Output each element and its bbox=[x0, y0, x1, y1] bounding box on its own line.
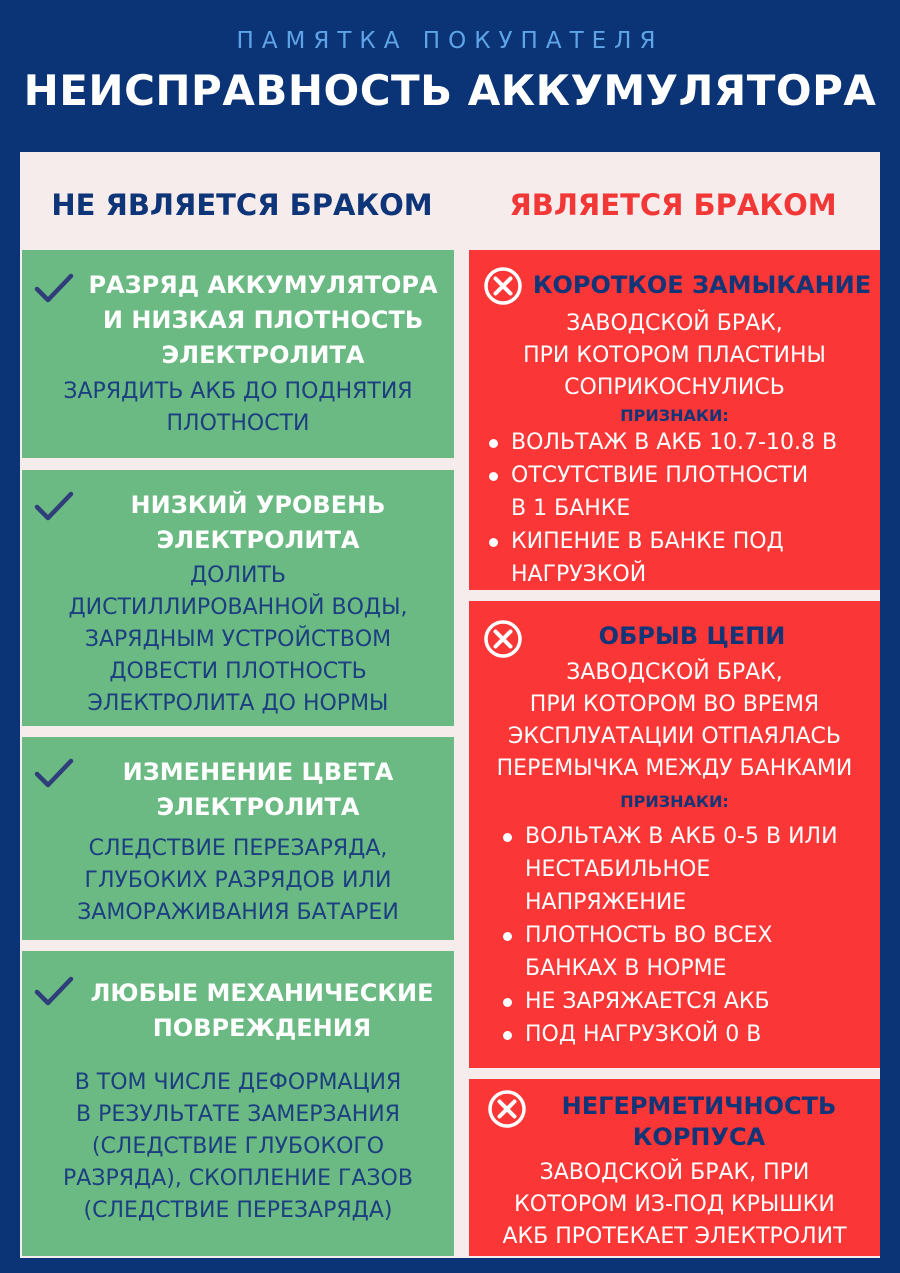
title-line: НЕГЕРМЕТИЧНОСТЬ bbox=[561, 1092, 837, 1120]
list-item: ОТСУТСТВИЕ ПЛОТНОСТИ В 1 БАНКЕ bbox=[487, 459, 872, 525]
text-line: ЗАРЯДНЫМ УСТРОЙСТВОМ bbox=[84, 627, 392, 652]
not-defect-card-1 bbox=[22, 250, 454, 458]
title-line: ОБРЫВ ЦЕПИ bbox=[598, 622, 786, 650]
text-line: ЭЛЕКТРОЛИТА ДО НОРМЫ bbox=[87, 691, 389, 716]
list-item: ВОЛЬТАЖ В АКБ 0-5 В ИЛИ НЕСТАБИЛЬНОЕ НАПРЯЖЕНИЕ bbox=[501, 820, 871, 919]
defect-card-2 bbox=[469, 601, 880, 1068]
card-title bbox=[527, 270, 877, 301]
check-icon bbox=[34, 975, 74, 1009]
title-line: ПОВРЕЖДЕНИЯ bbox=[152, 1014, 372, 1042]
cross-circle-icon bbox=[483, 266, 523, 306]
text-line: ЗАВОДСКОЙ БРАК, ПРИ bbox=[539, 1160, 810, 1185]
heading-defect: ЯВЛЯЕТСЯ БРАКОМ bbox=[509, 188, 837, 222]
not-defect-card-4 bbox=[22, 951, 454, 1256]
signs-list bbox=[501, 820, 871, 1051]
card-title bbox=[529, 1091, 869, 1153]
defect-card-3 bbox=[469, 1079, 880, 1256]
text-line: ГЛУБОКИХ РАЗРЯДОВ ИЛИ bbox=[84, 868, 392, 893]
text-line: ЭКСПЛУАТАЦИИ ОТПАЯЛАСЬ bbox=[507, 724, 842, 749]
signs-label: ПРИЗНАКИ: bbox=[620, 792, 729, 811]
title-line: РАЗРЯД АККУМУЛЯТОРА bbox=[88, 271, 438, 299]
card-text bbox=[22, 376, 454, 440]
page-title: НЕИСПРАВНОСТЬ АККУМУЛЯТОРА bbox=[23, 66, 877, 115]
text-line: ДОЛИТЬ bbox=[189, 563, 287, 588]
header bbox=[0, 0, 900, 152]
text-line: СОПРИКОСНУЛИСЬ bbox=[564, 375, 785, 400]
text-line: ЗАВОДСКОЙ БРАК, bbox=[566, 660, 783, 685]
text-line: ЗАМОРАЖИВАНИЯ БАТАРЕИ bbox=[77, 900, 399, 925]
title-line: ИЗМЕНЕНИЕ ЦВЕТА bbox=[122, 758, 394, 786]
card-title bbox=[62, 755, 454, 825]
card-text bbox=[469, 308, 880, 404]
text-line: ДИСТИЛЛИРОВАННОЙ ВОДЫ, bbox=[68, 595, 408, 620]
text-line: (СЛЕДСТВИЕ ПЕРЕЗАРЯДА) bbox=[83, 1198, 393, 1223]
check-icon bbox=[34, 272, 74, 306]
title-line: КОРОТКОЕ ЗАМЫКАНИЕ bbox=[532, 271, 872, 299]
cross-circle-icon bbox=[483, 619, 523, 659]
text-line: В ТОМ ЧИСЛЕ ДЕФОРМАЦИЯ bbox=[74, 1070, 402, 1095]
card-title bbox=[527, 621, 857, 652]
list-item: ПОД НАГРУЗКОЙ 0 В bbox=[501, 1018, 871, 1051]
text-line: ДОВЕСТИ ПЛОТНОСТЬ bbox=[109, 659, 367, 684]
text-line: СЛЕДСТВИЕ ПЕРЕЗАРЯДА, bbox=[88, 836, 388, 861]
title-line: ЭЛЕКТРОЛИТА bbox=[156, 793, 360, 821]
not-defect-card-3 bbox=[22, 737, 454, 940]
text-line: РАЗРЯДА), СКОПЛЕНИЕ ГАЗОВ bbox=[63, 1166, 413, 1191]
title-line: НИЗКИЙ УРОВЕНЬ bbox=[130, 491, 386, 519]
signs-label: ПРИЗНАКИ: bbox=[620, 406, 729, 425]
title-line: ЭЛЕКТРОЛИТА bbox=[161, 341, 365, 369]
card-title bbox=[72, 976, 452, 1046]
title-line: КОРПУСА bbox=[632, 1123, 766, 1151]
defect-card-1 bbox=[469, 250, 880, 590]
text-line: (СЛЕДСТВИЕ ГЛУБОКОГО bbox=[91, 1134, 385, 1159]
card-text bbox=[22, 560, 454, 720]
title-line: ЭЛЕКТРОЛИТА bbox=[156, 526, 360, 554]
heading-not-defect: НЕ ЯВЛЯЕТСЯ БРАКОМ bbox=[51, 188, 433, 222]
card-text bbox=[469, 657, 880, 785]
card-text bbox=[22, 1067, 454, 1227]
card-text bbox=[22, 833, 454, 929]
text-line: АКБ ПРОТЕКАЕТ ЭЛЕКТРОЛИТ bbox=[502, 1224, 847, 1249]
text-line: ПЛОТНОСТИ bbox=[166, 411, 310, 436]
text-line: ПРИ КОТОРОМ ПЛАСТИНЫ bbox=[523, 343, 826, 368]
card-text bbox=[469, 1157, 880, 1253]
text-line: ЗАРЯДИТЬ АКБ ДО ПОДНЯТИЯ bbox=[63, 379, 413, 404]
title-line: И НИЗКАЯ ПЛОТНОСТЬ bbox=[102, 306, 424, 334]
not-defect-card-2 bbox=[22, 470, 454, 726]
signs-list bbox=[487, 426, 872, 591]
text-line: ПРИ КОТОРОМ ВО ВРЕМЯ bbox=[529, 692, 820, 717]
cross-circle-icon bbox=[487, 1089, 527, 1129]
text-line: ЗАВОДСКОЙ БРАК, bbox=[566, 311, 783, 336]
list-item: ВОЛЬТАЖ В АКБ 10.7-10.8 В bbox=[487, 426, 872, 459]
list-item: НЕ ЗАРЯЖАЕТСЯ АКБ bbox=[501, 985, 871, 1018]
text-line: ПЕРЕМЫЧКА МЕЖДУ БАНКАМИ bbox=[496, 756, 853, 781]
card-title bbox=[78, 268, 448, 373]
page-subtitle: ПАМЯТКА ПОКУПАТЕЛЯ bbox=[236, 28, 664, 54]
list-item: КИПЕНИЕ В БАНКЕ ПОД НАГРУЗКОЙ bbox=[487, 525, 872, 591]
text-line: В РЕЗУЛЬТАТЕ ЗАМЕРЗАНИЯ bbox=[76, 1102, 400, 1127]
title-line: ЛЮБЫЕ МЕХАНИЧЕСКИЕ bbox=[90, 979, 434, 1007]
list-item: ПЛОТНОСТЬ ВО ВСЕХ БАНКАХ В НОРМЕ bbox=[501, 919, 871, 985]
text-line: КОТОРОМ ИЗ-ПОД КРЫШКИ bbox=[514, 1192, 835, 1217]
card-title bbox=[62, 488, 454, 558]
